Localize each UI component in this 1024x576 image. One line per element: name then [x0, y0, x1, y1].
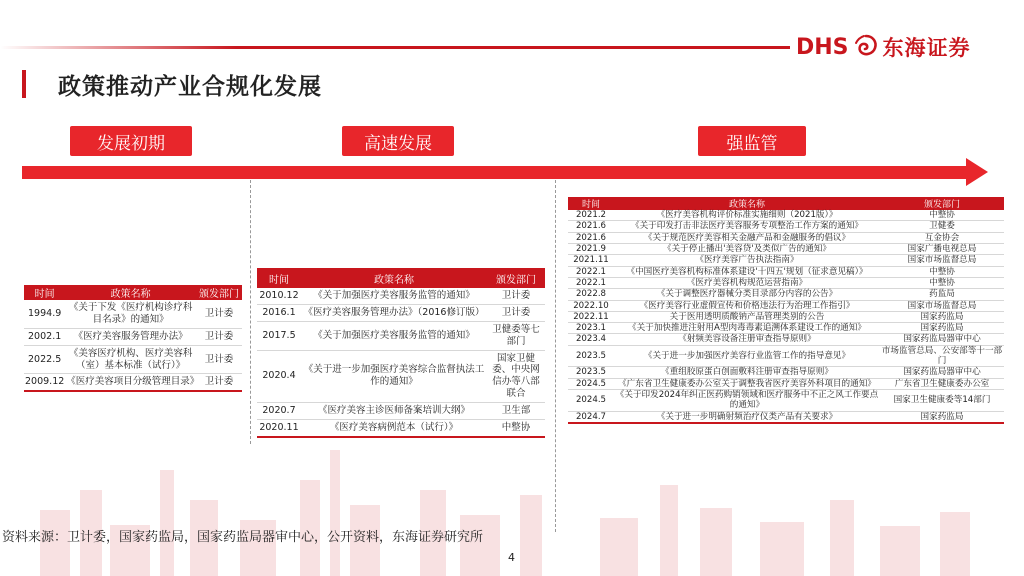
- col-header-dept: 颁发部门: [196, 285, 242, 300]
- cell-dept: 中整协: [880, 210, 1004, 221]
- cell-name: 《医疗美容行业虚假宣传和价格违法行为治理工作指引》: [614, 300, 880, 311]
- col-header-name: 政策名称: [301, 268, 487, 288]
- cell-dept: 卫计委: [487, 288, 545, 304]
- cell-dept: 广东省卫生健康委办公室: [880, 378, 1004, 389]
- cell-name: 《关于印发2024年纠正医药购销领域和医疗服务中不正之风工作要点的通知》: [615, 390, 879, 411]
- cell-dept: 卫计委: [196, 374, 242, 391]
- table-row: [568, 411, 1004, 423]
- table-row: [257, 321, 545, 350]
- cell-dept: 国家药监局: [880, 411, 1004, 423]
- table-row: [568, 232, 1004, 243]
- table-row: [24, 374, 242, 391]
- table-row: [568, 243, 1004, 254]
- cell-date: 2024.7: [568, 411, 614, 423]
- cell-date: 2022.1: [568, 266, 614, 277]
- cell-name: 《关于印发打击非法医疗美容服务专项整治工作方案的通知》: [614, 221, 880, 232]
- cell-date: 2010.12: [257, 288, 301, 304]
- table-row: [24, 300, 242, 328]
- phase-label-rapid: 高速发展: [342, 126, 454, 156]
- cell-name: 《关于加强医疗美容服务监管的通知》: [301, 321, 487, 350]
- page-number: 4: [508, 551, 515, 564]
- source-note: 资料来源：卫计委，国家药监局，国家药监局器审中心，公开资料，东海证券研究所: [2, 530, 484, 545]
- cell-date: 2022.8: [568, 289, 614, 300]
- cell-date: 2023.1: [568, 323, 614, 334]
- col-header-date: 时间: [257, 268, 301, 288]
- col-header-date: 时间: [568, 197, 614, 210]
- cell-name: 《关于加快推进注射用A型肉毒毒素追溯体系建设工作的通知》: [614, 323, 880, 334]
- logo-en: DHS: [796, 34, 849, 60]
- cell-date: 2021.9: [568, 243, 614, 254]
- cell-date: 2017.5: [257, 321, 301, 350]
- table-row: [568, 277, 1004, 288]
- phase-divider: [555, 180, 556, 532]
- header-rule: [0, 46, 790, 49]
- cell-dept: 药监局: [880, 289, 1004, 300]
- phase-divider: [250, 180, 251, 444]
- policy-table-strict: [568, 197, 1004, 424]
- col-header-name: 政策名称: [65, 285, 196, 300]
- cell-name: 《医疗美容主诊医师备案培训大纲》: [301, 403, 487, 420]
- cell-dept: 互金协会: [880, 232, 1004, 243]
- cell-name: 《关于进一步明确射频治疗仪类产品有关要求》: [614, 411, 880, 423]
- cell-name: 《医疗美容病例范本（试行）》: [301, 419, 487, 436]
- cell-name: 《医疗美容广告执法指南》: [614, 255, 880, 266]
- cell-name: 《关于进一步加强医疗美容综合监督执法工作的通知》: [301, 350, 487, 403]
- cell-name: 《医疗美容服务管理办法》: [65, 328, 196, 345]
- table-row: [568, 266, 1004, 277]
- col-header-name: 政策名称: [614, 197, 880, 210]
- cell-dept: 国家市场监督总局: [880, 255, 1004, 266]
- logo-cn: 东海证券: [882, 36, 971, 60]
- title-accent-bar: [22, 70, 26, 98]
- cell-name: 《中国医疗美容机构标准体系建设'十四五'规划（征求意见稿）》: [614, 266, 880, 277]
- cell-dept: 卫计委: [196, 300, 242, 328]
- cell-date: 1994.9: [24, 300, 65, 328]
- table-row: [257, 304, 545, 321]
- cell-dept: 中整协: [880, 277, 1004, 288]
- table-row: [568, 311, 1004, 322]
- cell-dept: 国家卫健委、中央网信办等八部联合: [487, 350, 545, 403]
- cell-name: 《关于规范医疗美容相关金融产品和金融服务的倡议》: [614, 232, 880, 243]
- cell-name: 《射频美容设备注册审查指导原则》: [614, 334, 880, 345]
- table-row: [568, 289, 1004, 300]
- table-row: [24, 328, 242, 345]
- cell-dept: 国家药监局器审中心: [880, 367, 1004, 378]
- table-row: [568, 378, 1004, 389]
- cell-name: 关于医用透明质酸钠产品管理类别的公告: [614, 311, 880, 322]
- cell-dept: 国家卫生健康委等14部门: [880, 390, 1004, 412]
- cell-date: 2024.5: [568, 378, 614, 389]
- cell-dept: 国家药监局器审中心: [880, 334, 1004, 345]
- col-header-date: 时间: [24, 285, 65, 300]
- cell-date: 2023.5: [568, 345, 614, 367]
- cell-dept: 国家药监局: [880, 323, 1004, 334]
- cell-dept: 国家药监局: [880, 311, 1004, 322]
- page-title: 政策推动产业合规化发展: [58, 73, 322, 100]
- cell-dept: 国家广播电视总局: [880, 243, 1004, 254]
- cell-date: 2024.5: [568, 390, 614, 412]
- table-row: [568, 390, 1004, 412]
- cell-date: 2022.1: [568, 277, 614, 288]
- table-row: [568, 367, 1004, 378]
- cell-name: 《重组胶原蛋白创面敷料注册审查指导原则》: [614, 367, 880, 378]
- cell-name: 《美容医疗机构、医疗美容科（室）基本标准（试行）》: [65, 345, 196, 374]
- logo-swirl-icon: [853, 34, 879, 60]
- cell-name: 《关于加强医疗美容服务监管的通知》: [301, 288, 487, 304]
- table-row: [568, 300, 1004, 311]
- cell-date: 2022.10: [568, 300, 614, 311]
- cell-dept: 中整协: [487, 419, 545, 436]
- cell-dept: 中整协: [880, 266, 1004, 277]
- cell-date: 2022.11: [568, 311, 614, 322]
- table-row: [257, 403, 545, 420]
- cell-name: 《医疗美容机构规范运营指南》: [614, 277, 880, 288]
- cell-dept: 卫计委: [196, 345, 242, 374]
- cell-name: 《医疗美容服务管理办法》（2016修订版）: [301, 304, 487, 321]
- cell-date: 2009.12: [24, 374, 65, 391]
- cell-dept: 国家市场监督总局: [880, 300, 1004, 311]
- cell-name: 《广东省卫生健康委办公室关于调整我省医疗美容外科项目的通知》: [614, 378, 880, 389]
- cell-date: 2022.5: [24, 345, 65, 374]
- policy-table-early: [24, 285, 242, 392]
- table-row: [568, 221, 1004, 232]
- cell-date: 2020.4: [257, 350, 301, 403]
- cell-date: 2002.1: [24, 328, 65, 345]
- cell-dept: 卫健委等七部门: [487, 321, 545, 350]
- cell-date: 2021.6: [568, 232, 614, 243]
- col-header-dept: 颁发部门: [880, 197, 1004, 210]
- cell-name: 《关于下发《医疗机构诊疗科目名录》的通知》: [65, 300, 196, 328]
- cell-date: 2023.5: [568, 367, 614, 378]
- cell-date: 2016.1: [257, 304, 301, 321]
- table-row: [257, 288, 545, 304]
- cell-name: 《关于进一步加强医疗美容行业监管工作的指导意见》: [614, 345, 880, 367]
- cell-date: 2020.11: [257, 419, 301, 436]
- table-row: [568, 345, 1004, 367]
- timeline-arrow-shaft: [22, 166, 970, 179]
- phase-label-strict: 强监管: [698, 126, 806, 156]
- cell-dept: 卫生部: [487, 403, 545, 420]
- table-row: [568, 323, 1004, 334]
- cell-dept: 市场监管总局、公安部等十一部门: [881, 345, 1003, 367]
- cell-date: 2021.6: [568, 221, 614, 232]
- cell-date: 2021.11: [568, 255, 614, 266]
- cell-name: 《关于调整医疗器械分类目录部分内容的公告》: [614, 289, 880, 300]
- table-row: [568, 334, 1004, 345]
- timeline-arrow-head-icon: [966, 158, 988, 186]
- cell-dept: 卫计委: [487, 304, 545, 321]
- table-row: [257, 419, 545, 436]
- cell-date: 2021.2: [568, 210, 614, 221]
- company-logo: [796, 30, 1006, 64]
- cell-name: 《医疗美容机构评价标准实施细则（2021版）》: [614, 210, 880, 221]
- policy-table-rapid: [257, 268, 545, 438]
- table-row: [568, 255, 1004, 266]
- cell-dept: 卫健委: [880, 221, 1004, 232]
- table-row: [24, 345, 242, 374]
- table-row: [257, 350, 545, 403]
- cell-date: 2020.7: [257, 403, 301, 420]
- cell-date: 2023.4: [568, 334, 614, 345]
- cell-name: 《关于停止播出'美容贷'及类似广告的通知》: [614, 243, 880, 254]
- table-row: [568, 210, 1004, 221]
- cell-name: 《医疗美容项目分级管理目录》: [65, 374, 196, 391]
- col-header-dept: 颁发部门: [487, 268, 545, 288]
- cell-dept: 卫计委: [196, 328, 242, 345]
- phase-label-early: 发展初期: [70, 126, 192, 156]
